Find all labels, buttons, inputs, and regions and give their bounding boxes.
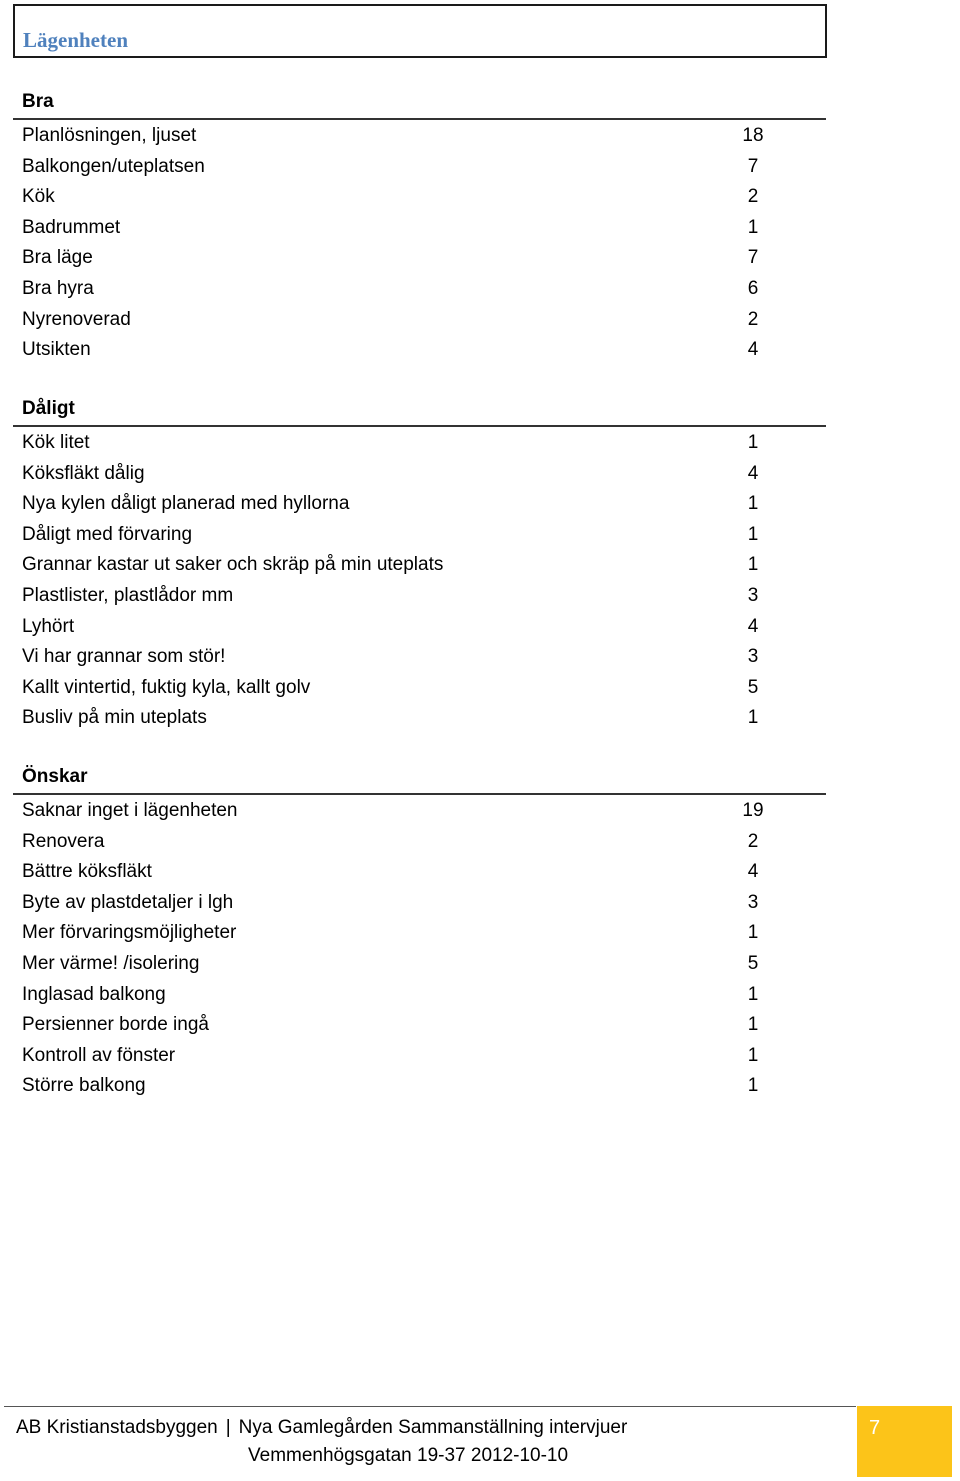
footer-company: AB Kristianstadsbyggen — [16, 1417, 218, 1438]
item-label: Lyhört — [22, 615, 75, 637]
list-item — [13, 304, 826, 335]
item-count: 3 — [747, 584, 759, 606]
section-heading — [13, 765, 826, 795]
item-count: 2 — [747, 830, 759, 852]
item-label: Större balkong — [22, 1075, 146, 1097]
item-count: 1 — [747, 1075, 759, 1097]
item-label: Kallt vintertid, fuktig kyla, kallt golv — [22, 676, 311, 698]
list-item — [13, 917, 826, 948]
section-daligt — [13, 397, 826, 733]
item-label: Inglasad balkong — [22, 983, 166, 1005]
section-heading — [13, 397, 826, 427]
item-count: 1 — [747, 1014, 759, 1036]
title-box — [13, 4, 827, 58]
list-item — [13, 611, 826, 642]
item-count: 1 — [747, 983, 759, 1005]
list-item — [13, 120, 826, 151]
item-label: Nya kylen dåligt planerad med hyllorna — [22, 493, 350, 515]
section-onskar — [13, 765, 826, 1101]
list-item — [13, 519, 826, 550]
item-count: 1 — [747, 493, 759, 515]
item-label: Planlösningen, ljuset — [22, 125, 197, 146]
section-heading-text: Dåligt — [22, 398, 75, 419]
item-count: 1 — [747, 523, 759, 545]
item-label: Renovera — [22, 830, 105, 852]
item-count: 2 — [747, 186, 759, 208]
item-count: 4 — [747, 861, 759, 883]
footer-title-line — [16, 1417, 627, 1439]
item-count: 1 — [747, 554, 759, 576]
list-item — [13, 641, 826, 672]
item-label: Dåligt med förvaring — [22, 523, 193, 545]
item-label: Saknar inget i lägenheten — [22, 800, 238, 821]
list-item — [13, 856, 826, 887]
item-label: Kontroll av fönster — [22, 1044, 176, 1066]
item-label: Mer förvaringsmöjligheter — [22, 922, 237, 944]
item-label: Vi har grannar som stör! — [22, 646, 226, 668]
list-item — [13, 1009, 826, 1040]
page-title: Lägenheten — [23, 28, 128, 52]
item-count: 4 — [747, 339, 759, 361]
item-label: Nyrenoverad — [22, 308, 131, 330]
footer-subline: Vemmenhögsgatan 19-37 2012-10-10 — [248, 1445, 569, 1466]
list-item — [13, 151, 826, 182]
list-item — [13, 549, 826, 580]
item-label: Badrummet — [22, 216, 121, 238]
list-item — [13, 672, 826, 703]
list-item — [13, 458, 826, 489]
item-count: 7 — [747, 155, 759, 177]
item-count: 4 — [747, 462, 759, 484]
item-count: 1 — [747, 432, 759, 453]
item-label: Utsikten — [22, 339, 91, 361]
item-count: 18 — [742, 125, 764, 146]
item-label: Kök litet — [22, 432, 90, 453]
section-heading-text: Bra — [22, 91, 54, 112]
item-count: 1 — [747, 1044, 759, 1066]
list-item — [13, 427, 826, 458]
item-label: Persienner borde ingå — [22, 1014, 209, 1036]
list-item — [13, 979, 826, 1010]
list-item — [13, 273, 826, 304]
item-count: 2 — [747, 308, 759, 330]
item-label: Balkongen/uteplatsen — [22, 155, 205, 177]
item-count: 3 — [747, 646, 759, 668]
item-count: 4 — [747, 615, 759, 637]
item-label: Busliv på min uteplats — [22, 707, 207, 729]
page-number: 7 — [869, 1417, 881, 1439]
item-label: Bra läge — [22, 247, 93, 269]
footer-doc-title: Nya Gamlegården Sammanställning intervjuer — [238, 1417, 628, 1438]
item-label: Köksfläkt dålig — [22, 462, 145, 484]
item-label: Bra hyra — [22, 277, 94, 299]
item-count: 1 — [747, 216, 759, 238]
item-count: 7 — [747, 247, 759, 269]
item-count: 1 — [747, 707, 759, 729]
item-count: 6 — [747, 277, 759, 299]
section-heading — [13, 90, 826, 120]
item-label: Mer värme! /isolering — [22, 952, 200, 974]
list-item — [13, 212, 826, 243]
list-item — [13, 580, 826, 611]
list-item — [13, 702, 826, 733]
list-item — [13, 826, 826, 857]
page-number-box — [857, 1406, 952, 1477]
item-label: Kök — [22, 186, 55, 208]
item-count: 19 — [742, 800, 764, 821]
list-item — [13, 1040, 826, 1071]
list-item — [13, 334, 826, 365]
list-item — [13, 887, 826, 918]
footer-divider — [4, 1406, 856, 1407]
list-item — [13, 1070, 826, 1101]
list-item — [13, 181, 826, 212]
item-count: 5 — [747, 676, 759, 698]
footer-separator: | — [225, 1417, 231, 1438]
item-count: 5 — [747, 952, 759, 974]
list-item — [13, 242, 826, 273]
item-label: Grannar kastar ut saker och skräp på min uteplats — [22, 554, 444, 576]
list-item — [13, 488, 826, 519]
item-label: Plastlister, plastlådor mm — [22, 584, 234, 606]
section-heading-text: Önskar — [22, 766, 88, 787]
list-item — [13, 795, 826, 826]
list-item — [13, 948, 826, 979]
section-bra — [13, 90, 826, 365]
item-count: 1 — [747, 922, 759, 944]
item-label: Byte av plastdetaljer i lgh — [22, 891, 234, 913]
item-count: 3 — [747, 891, 759, 913]
item-label: Bättre köksfläkt — [22, 861, 152, 883]
